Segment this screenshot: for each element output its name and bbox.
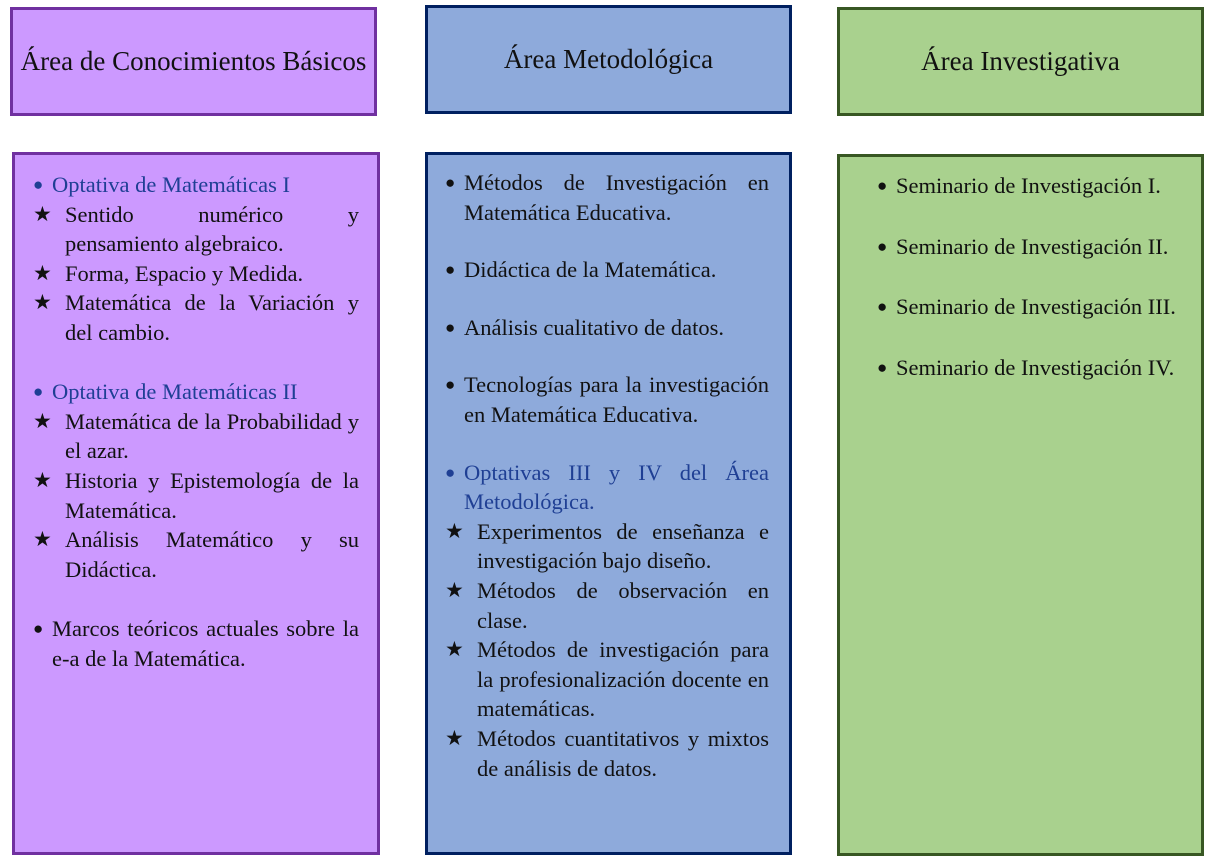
bullet-icon: ●	[877, 176, 888, 195]
star-bullet-icon: ★	[33, 290, 52, 315]
star-bullet-icon: ★	[445, 725, 464, 750]
star-bullet-icon: ★	[33, 467, 52, 492]
bullet-icon: ●	[33, 618, 44, 638]
optativa-1-heading: ● Optativa de Matemáticas I	[33, 170, 359, 200]
list-item: ★ Sentido numérico y pensamiento algebraico.	[33, 200, 359, 259]
list-item: ★ Forma, Espacio y Medida.	[33, 259, 359, 289]
star-bullet-icon: ★	[445, 637, 464, 662]
list-item: ● Tecnologías para la investigación en Matemática Educativa.	[445, 370, 769, 429]
list-item: ★ Historia y Epistemología de la Matemática.	[33, 466, 359, 525]
star-bullet-icon: ★	[445, 518, 464, 543]
bullet-icon: ●	[877, 236, 888, 256]
list-item: ★ Matemática de la Variación y del cambio.	[33, 288, 359, 347]
list-item: ● Seminario de Investigación I.	[877, 171, 1183, 201]
bullet-icon: ●	[877, 297, 888, 317]
star-bullet-icon: ★	[33, 201, 52, 226]
list-item: ● Análisis cualitativo de datos.	[445, 313, 769, 343]
column-area-investigativa	[837, 154, 1204, 856]
bullet-icon: ●	[445, 462, 456, 482]
marcos-teoricos-item: ● Marcos teóricos actuales sobre la e-a de la Matemática.	[33, 614, 359, 673]
header-area-basicos-label: Área de Conocimientos Básicos	[20, 46, 367, 76]
star-bullet-icon: ★	[33, 408, 52, 433]
optativa-2-heading: ● Optativa de Matemáticas II	[33, 377, 359, 407]
list-item: ● Métodos de Investigación en Matemática Educativa.	[445, 168, 769, 227]
bullet-icon: ●	[33, 382, 44, 402]
list-item: ● Didáctica de la Matemática.	[445, 255, 769, 285]
header-area-investigativa	[837, 7, 1204, 116]
header-area-basicos	[10, 7, 377, 116]
header-area-metodologica-label: Área Metodológica	[503, 44, 714, 74]
star-bullet-icon: ★	[445, 577, 464, 602]
list-item: ★ Métodos de investigación para la profesionalización docente en matemáticas.	[445, 635, 769, 724]
bullet-icon: ●	[445, 260, 456, 280]
header-area-investigativa-label: Área Investigativa	[921, 46, 1120, 76]
list-item: ★ Métodos cuantitativos y mixtos de análisis de datos.	[445, 724, 769, 783]
bullet-icon: ●	[877, 357, 888, 377]
bullet-icon: ●	[445, 375, 456, 395]
column-area-metodologica	[425, 152, 792, 855]
list-item: ★ Matemática de la Probabilidad y el azar.	[33, 407, 359, 466]
list-item: ★ Experimentos de enseñanza e investigación bajo diseño.	[445, 517, 769, 576]
list-item: ★ Análisis Matemático y su Didáctica.	[33, 525, 359, 584]
list-item: ● Seminario de Investigación IV.	[877, 353, 1183, 383]
optativas-3-4-heading: ● Optativas III y IV del Área Metodológica.	[445, 458, 769, 517]
column-area-basicos	[12, 152, 380, 855]
bullet-icon: ●	[445, 173, 456, 192]
list-item: ● Seminario de Investigación II.	[877, 232, 1183, 262]
list-item: ● Seminario de Investigación III.	[877, 292, 1183, 322]
star-bullet-icon: ★	[33, 260, 52, 285]
header-area-metodologica	[425, 5, 792, 114]
bullet-icon: ●	[33, 175, 44, 194]
star-bullet-icon: ★	[33, 527, 52, 552]
list-item: ★ Métodos de observación en clase.	[445, 576, 769, 635]
bullet-icon: ●	[445, 317, 456, 337]
